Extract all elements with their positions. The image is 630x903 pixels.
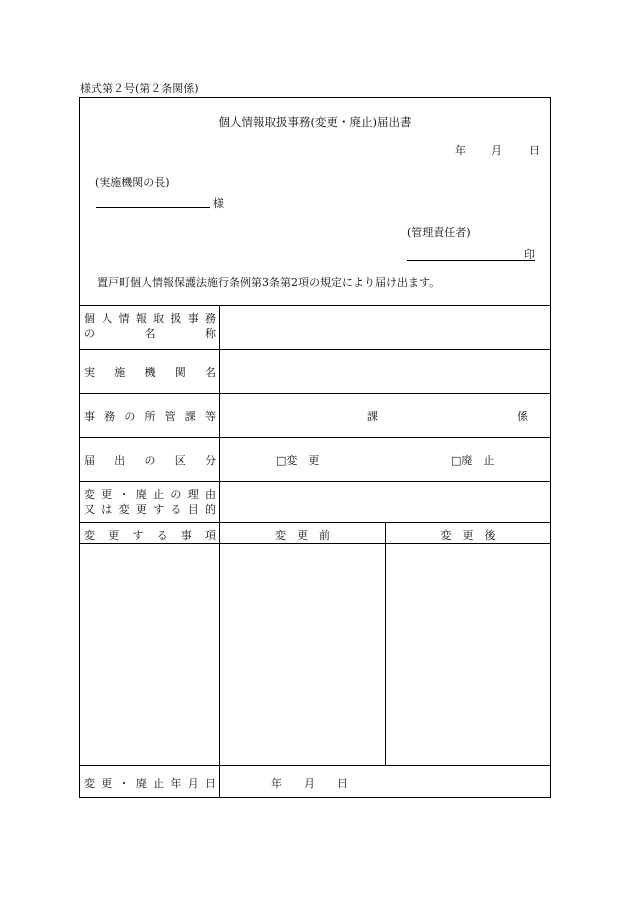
year-label: 年: [455, 144, 466, 157]
date-row-label: 変 更 ・ 廃 止 年 月 日: [84, 777, 216, 790]
kikan-label: 実 施 機 関 名: [84, 366, 216, 379]
change-before-field[interactable]: [220, 544, 384, 764]
col-item-header: 変 更 す る 事 項: [84, 529, 216, 542]
change-checkbox[interactable]: □変 更: [276, 454, 320, 467]
col-before-header: 変 更 前: [275, 529, 330, 542]
abolish-checkbox[interactable]: □廃 止: [451, 454, 495, 467]
addressee-label: (実施機関の長): [95, 176, 170, 189]
seal-mark: 印: [524, 248, 535, 261]
ka-label: 課: [367, 410, 378, 423]
reason-label: [84, 487, 216, 517]
day-label: 日: [529, 144, 540, 157]
reason-field[interactable]: [220, 482, 550, 522]
change-item-field[interactable]: [81, 544, 218, 764]
statement-text: 置戸町個人情報保護法施行条例第3条第2項の規定により届け出ます。: [97, 276, 441, 289]
shokan-label: 事 務 の 所 管 課 等: [84, 410, 216, 423]
form-frame: [79, 97, 551, 798]
manager-line[interactable]: [407, 260, 535, 261]
reason-label-line1: 変 更 ・ 廃 止 の 理 由: [84, 488, 216, 501]
addressee-suffix: 様: [213, 197, 224, 210]
kubun-label: 届 出 の 区 分: [84, 454, 216, 467]
kakari-label: 係: [517, 410, 528, 423]
addressee-line[interactable]: [96, 207, 210, 208]
month-label: 月: [491, 144, 502, 157]
jimu-name-label-line2: の 名 称: [84, 327, 216, 340]
change-after-field[interactable]: [386, 544, 549, 764]
jimu-name-field[interactable]: [220, 306, 550, 348]
form-number-label: 様式第２号(第２条関係): [80, 82, 199, 95]
date-row-value[interactable]: 年 月 日: [271, 777, 348, 790]
reason-label-line2: 又 は 変 更 す る 目 的: [84, 503, 216, 516]
col-after-header: 変 更 後: [440, 529, 496, 542]
jimu-name-label: [84, 311, 216, 341]
manager-label: (管理責任者): [407, 226, 471, 239]
jimu-name-label-line1: 個 人 情 報 取 扱 事 務: [84, 312, 216, 325]
kikan-field[interactable]: [220, 350, 550, 392]
form-title: 個人情報取扱事務(変更・廃止)届出書: [218, 115, 412, 129]
